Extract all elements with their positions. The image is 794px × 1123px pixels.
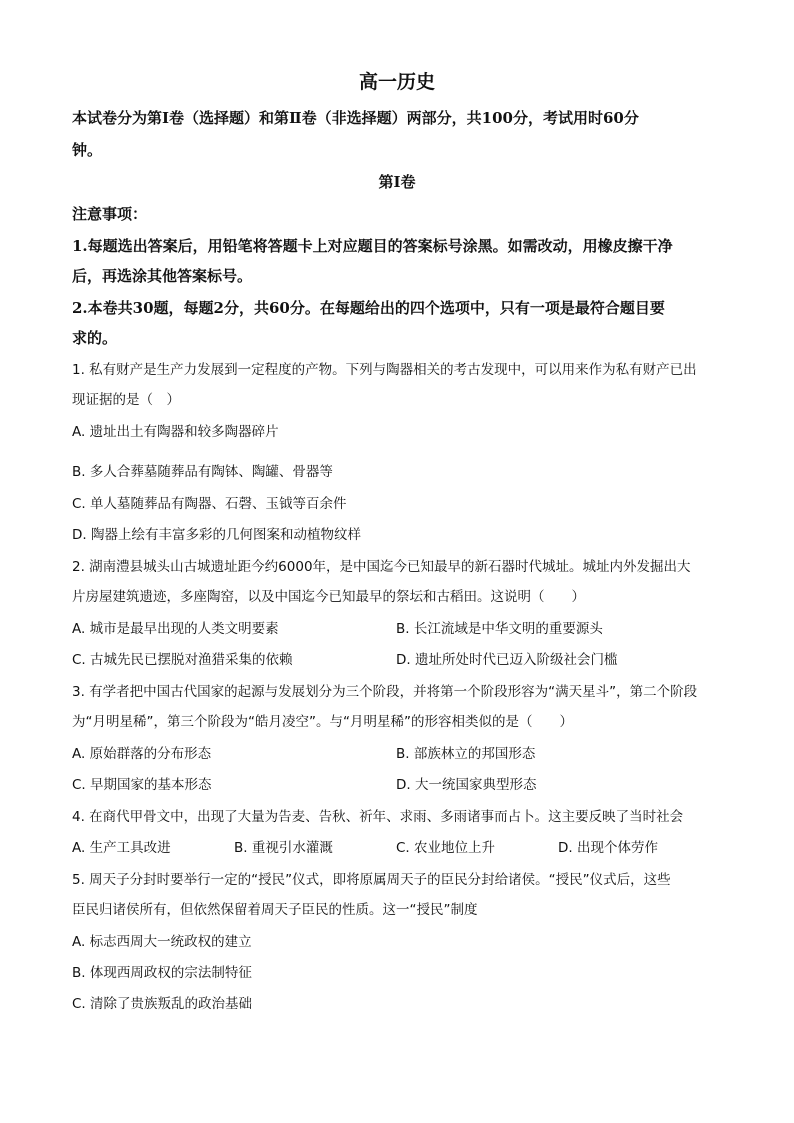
question-3-stem-line-1: 3. 有学者把中国古代国家的起源与发展划分为三个阶段，并将第一个阶段形容为“满天星斗”，第二个阶段: [72, 684, 698, 700]
question-4-option-d: D. 出现个体劳作: [558, 840, 658, 856]
notes-heading: 注意事项：: [72, 205, 148, 223]
intro-line-1: 本试卷分为第Ⅰ卷（选择题）和第Ⅱ卷（非选择题）两部分，共100分，考试用时60分: [72, 109, 639, 127]
intro-line-2: 钟。: [72, 141, 103, 159]
question-4-option-c: C. 农业地位上升: [396, 840, 496, 856]
question-2-option-b: B. 长江流域是中华文明的重要源头: [396, 621, 603, 637]
notes-item-2-line-2: 求的。: [72, 329, 118, 347]
section-heading: 第Ⅰ卷: [378, 173, 416, 191]
question-2-option-d: D. 遗址所处时代已迈入阶级社会门槛: [396, 652, 618, 668]
question-3-option-c: C. 早期国家的基本形态: [72, 777, 212, 793]
question-2-option-c: C. 古城先民已摆脱对渔猎采集的依赖: [72, 652, 293, 668]
question-4-option-b: B. 重视引水灌溉: [234, 840, 333, 856]
question-5-option-b: B. 体现西周政权的宗法制特征: [72, 965, 252, 981]
notes-item-2-line-1: 2.本卷共30题，每题2分，共60分。在每题给出的四个选项中，只有一项是最符合题目要: [72, 299, 665, 317]
page-title: 高一历史: [358, 71, 435, 93]
question-3-option-b: B. 部族林立的邦国形态: [396, 746, 536, 762]
question-1-option-d: D. 陶器上绘有丰富多彩的几何图案和动植物纹样: [72, 527, 361, 543]
question-2-stem-line-2: 片房屋建筑遗迹，多座陶窑，以及中国迄今已知最早的祭坛和古稻田。这说明（ ）: [72, 589, 585, 605]
question-1-option-c: C. 单人墓随葬品有陶器、石磬、玉钺等百余件: [72, 496, 347, 512]
question-5-stem-line-2: 臣民归诸侯所有，但依然保留着周天子臣民的性质。这一“授民”制度: [72, 902, 478, 918]
question-2-option-a: A. 城市是最早出现的人类文明要素: [72, 621, 279, 637]
question-3-option-a: A. 原始群落的分布形态: [72, 746, 212, 762]
notes-item-1-line-1: 1.每题选出答案后，用铅笔将答题卡上对应题目的答案标号涂黑。如需改动，用橡皮擦干净: [72, 237, 673, 255]
question-5-option-c: C. 清除了贵族叛乱的政治基础: [72, 996, 253, 1012]
question-1-option-b: B. 多人合葬墓随葬品有陶钵、陶罐、骨器等: [72, 464, 333, 480]
question-5-option-a: A. 标志西周大一统政权的建立: [72, 934, 252, 950]
notes-item-1-line-2: 后，再选涂其他答案标号。: [72, 267, 253, 285]
question-5-stem-line-1: 5. 周天子分封时要举行一定的“授民”仪式，即将原属周天子的臣民分封给诸侯。“授民”仪式后，这些: [72, 872, 671, 888]
question-2-stem-line-1: 2. 湖南澧县城头山古城遗址距今约6000年，是中国迄今已知最早的新石器时代城址。城址内外发掘出大: [72, 559, 691, 575]
question-1-option-a: A. 遗址出土有陶器和较多陶器碎片: [72, 424, 279, 440]
question-3-stem-line-2: 为“月明星稀”，第三个阶段为“皓月凌空”。与“月明星稀”的形容相类似的是（ ）: [72, 714, 573, 730]
question-1-stem-line-1: 1. 私有财产是生产力发展到一定程度的产物。下列与陶器相关的考古发现中，可以用来作为私有财产已出: [72, 362, 697, 378]
question-3-option-d: D. 大一统国家典型形态: [396, 777, 537, 793]
question-4-stem: 4. 在商代甲骨文中，出现了大量为告麦、告秋、祈年、求雨、多雨诸事而占卜。这主要反映了当时社会: [72, 809, 684, 825]
question-4-option-a: A. 生产工具改进: [72, 840, 171, 856]
question-1-stem-line-2: 现证据的是（ ）: [72, 392, 180, 408]
